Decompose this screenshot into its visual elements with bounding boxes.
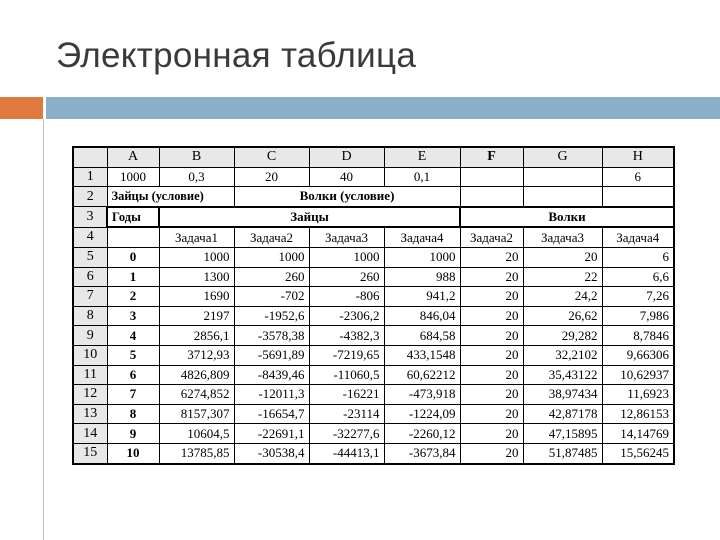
year-cell[interactable]: 2 bbox=[107, 287, 159, 307]
table-cell[interactable]: 38,97434 bbox=[523, 385, 602, 405]
table-cell[interactable]: 2197 bbox=[159, 306, 234, 326]
row-number[interactable]: 1 bbox=[73, 167, 107, 187]
table-cell[interactable]: 29,282 bbox=[523, 326, 602, 346]
table-row bbox=[73, 287, 674, 307]
spreadsheet-table bbox=[72, 146, 675, 465]
table-cell[interactable]: 24,2 bbox=[523, 287, 602, 307]
cell[interactable]: 20 bbox=[234, 167, 309, 187]
cell[interactable] bbox=[460, 167, 523, 187]
year-cell[interactable]: 0 bbox=[107, 247, 159, 267]
table-cell[interactable]: 9,66306 bbox=[602, 345, 674, 365]
table-cell[interactable]: 32,2102 bbox=[523, 345, 602, 365]
table-cell[interactable]: -2260,12 bbox=[384, 424, 460, 444]
table-cell[interactable]: 1300 bbox=[159, 267, 234, 287]
table-cell[interactable]: 4826,809 bbox=[159, 365, 234, 385]
table-row bbox=[73, 326, 674, 346]
table-row bbox=[73, 365, 674, 385]
table-cell[interactable]: -4382,3 bbox=[309, 326, 384, 346]
table-cell[interactable]: 8,7846 bbox=[602, 326, 674, 346]
row-number[interactable]: 14 bbox=[73, 424, 107, 444]
table-cell[interactable]: 51,87485 bbox=[523, 443, 602, 463]
cell[interactable] bbox=[523, 167, 602, 187]
table-row bbox=[73, 247, 674, 267]
task-header[interactable]: Задача2 bbox=[460, 227, 523, 247]
sheet-row-1 bbox=[73, 167, 674, 187]
table-cell[interactable]: 2856,1 bbox=[159, 326, 234, 346]
year-cell[interactable]: 1 bbox=[107, 267, 159, 287]
row-number[interactable]: 4 bbox=[73, 227, 107, 247]
table-row bbox=[73, 404, 674, 424]
table-cell[interactable]: 15,56245 bbox=[602, 443, 674, 463]
column-header-g[interactable]: G bbox=[523, 147, 602, 167]
table-cell[interactable]: -806 bbox=[309, 287, 384, 307]
row-number[interactable]: 8 bbox=[73, 306, 107, 326]
table-cell[interactable]: -11060,5 bbox=[309, 365, 384, 385]
table-cell[interactable]: -7219,65 bbox=[309, 345, 384, 365]
table-cell[interactable]: 1000 bbox=[309, 247, 384, 267]
table-cell[interactable]: 10,62937 bbox=[602, 365, 674, 385]
sheet-row-4 bbox=[73, 227, 674, 247]
table-cell[interactable]: 20 bbox=[460, 424, 523, 444]
table-cell[interactable]: 260 bbox=[309, 267, 384, 287]
row-number[interactable]: 11 bbox=[73, 365, 107, 385]
task-header[interactable]: Задача4 bbox=[602, 227, 674, 247]
year-cell[interactable]: 9 bbox=[107, 424, 159, 444]
table-cell[interactable]: -22691,1 bbox=[234, 424, 309, 444]
table-cell[interactable]: 941,2 bbox=[384, 287, 460, 307]
wolves-condition-label[interactable]: Волки (условие) bbox=[234, 187, 460, 207]
cell[interactable]: 1000 bbox=[107, 167, 159, 187]
table-cell[interactable]: 26,62 bbox=[523, 306, 602, 326]
sheet-row-2 bbox=[73, 187, 674, 207]
column-header-row bbox=[73, 147, 674, 167]
table-cell[interactable]: 20 bbox=[460, 247, 523, 267]
hares-section-label[interactable]: Зайцы bbox=[159, 207, 460, 228]
row-number[interactable]: 6 bbox=[73, 267, 107, 287]
year-cell[interactable]: 6 bbox=[107, 365, 159, 385]
cell[interactable] bbox=[107, 227, 159, 247]
row-number[interactable]: 9 bbox=[73, 326, 107, 346]
table-cell[interactable]: 988 bbox=[384, 267, 460, 287]
table-cell[interactable]: 3712,93 bbox=[159, 345, 234, 365]
year-cell[interactable]: 7 bbox=[107, 385, 159, 405]
table-cell[interactable]: 11,6923 bbox=[602, 385, 674, 405]
task-header[interactable]: Задача3 bbox=[523, 227, 602, 247]
table-cell[interactable]: 20 bbox=[460, 365, 523, 385]
table-cell[interactable]: -5691,89 bbox=[234, 345, 309, 365]
table-cell[interactable]: 20 bbox=[523, 247, 602, 267]
table-row bbox=[73, 306, 674, 326]
table-cell[interactable]: -1952,6 bbox=[234, 306, 309, 326]
row-number[interactable]: 5 bbox=[73, 247, 107, 267]
table-cell[interactable]: 35,43122 bbox=[523, 365, 602, 385]
table-cell[interactable]: 13785,85 bbox=[159, 443, 234, 463]
column-header-f[interactable]: F bbox=[460, 147, 523, 167]
cell[interactable]: 0,3 bbox=[159, 167, 234, 187]
column-header-h[interactable]: H bbox=[602, 147, 674, 167]
row-number[interactable]: 15 bbox=[73, 443, 107, 463]
table-cell[interactable]: 6274,852 bbox=[159, 385, 234, 405]
table-cell[interactable]: 6 bbox=[602, 247, 674, 267]
table-cell[interactable]: 20 bbox=[460, 345, 523, 365]
table-cell[interactable]: -1224,09 bbox=[384, 404, 460, 424]
table-cell[interactable]: 20 bbox=[460, 306, 523, 326]
table-cell[interactable]: -702 bbox=[234, 287, 309, 307]
table-cell[interactable]: 6,6 bbox=[602, 267, 674, 287]
table-cell[interactable]: -3673,84 bbox=[384, 443, 460, 463]
table-cell[interactable]: 846,04 bbox=[384, 306, 460, 326]
sheet-row-3 bbox=[73, 207, 674, 228]
column-header-a[interactable]: A bbox=[107, 147, 159, 167]
corner-cell bbox=[73, 147, 107, 167]
row-number[interactable]: 10 bbox=[73, 345, 107, 365]
table-cell[interactable]: 1000 bbox=[159, 247, 234, 267]
table-cell[interactable]: 1000 bbox=[234, 247, 309, 267]
table-cell[interactable]: 14,14769 bbox=[602, 424, 674, 444]
cell[interactable]: 6 bbox=[602, 167, 674, 187]
table-cell[interactable]: 20 bbox=[460, 385, 523, 405]
left-divider bbox=[43, 119, 44, 540]
row-number[interactable]: 3 bbox=[73, 207, 107, 228]
hares-condition-label[interactable]: Зайцы (условие) bbox=[107, 187, 234, 207]
table-cell[interactable]: 20 bbox=[460, 267, 523, 287]
cell[interactable]: 40 bbox=[309, 167, 384, 187]
table-cell[interactable]: 42,87178 bbox=[523, 404, 602, 424]
wolves-section-label[interactable]: Волки bbox=[460, 207, 674, 228]
column-header-e[interactable]: E bbox=[384, 147, 460, 167]
table-row bbox=[73, 267, 674, 287]
row-number[interactable]: 7 bbox=[73, 287, 107, 307]
year-cell[interactable]: 5 bbox=[107, 345, 159, 365]
year-cell[interactable]: 10 bbox=[107, 443, 159, 463]
table-cell[interactable]: -8439,46 bbox=[234, 365, 309, 385]
table-cell[interactable]: 20 bbox=[460, 287, 523, 307]
table-cell[interactable]: 47,15895 bbox=[523, 424, 602, 444]
year-cell[interactable]: 4 bbox=[107, 326, 159, 346]
task-header[interactable]: Задача1 bbox=[159, 227, 234, 247]
task-header[interactable]: Задача4 bbox=[384, 227, 460, 247]
table-cell[interactable]: 260 bbox=[234, 267, 309, 287]
year-cell[interactable]: 8 bbox=[107, 404, 159, 424]
table-cell[interactable]: -2306,2 bbox=[309, 306, 384, 326]
table-cell[interactable]: 22 bbox=[523, 267, 602, 287]
table-cell[interactable]: -44413,1 bbox=[309, 443, 384, 463]
table-cell[interactable]: 10604,5 bbox=[159, 424, 234, 444]
table-row bbox=[73, 424, 674, 444]
table-cell[interactable]: 8157,307 bbox=[159, 404, 234, 424]
accent-bar bbox=[0, 97, 43, 119]
table-cell[interactable]: -16654,7 bbox=[234, 404, 309, 424]
table-cell[interactable]: 7,986 bbox=[602, 306, 674, 326]
table-row bbox=[73, 345, 674, 365]
table-cell[interactable]: 60,62212 bbox=[384, 365, 460, 385]
cell[interactable] bbox=[523, 187, 602, 207]
table-row bbox=[73, 443, 674, 463]
cell[interactable] bbox=[602, 187, 674, 207]
table-cell[interactable]: 20 bbox=[460, 326, 523, 346]
header-rule bbox=[46, 97, 720, 119]
table-cell[interactable]: 7,26 bbox=[602, 287, 674, 307]
table-cell[interactable]: 20 bbox=[460, 404, 523, 424]
cell[interactable] bbox=[460, 187, 523, 207]
task-header[interactable]: Задача3 bbox=[309, 227, 384, 247]
column-header-d[interactable]: D bbox=[309, 147, 384, 167]
table-cell[interactable]: -3578,38 bbox=[234, 326, 309, 346]
years-label[interactable]: Годы bbox=[107, 207, 159, 228]
year-cell[interactable]: 3 bbox=[107, 306, 159, 326]
table-cell[interactable]: -16221 bbox=[309, 385, 384, 405]
table-cell[interactable]: 433,1548 bbox=[384, 345, 460, 365]
table-cell[interactable]: 1690 bbox=[159, 287, 234, 307]
row-number[interactable]: 2 bbox=[73, 187, 107, 207]
table-cell[interactable]: 1000 bbox=[384, 247, 460, 267]
cell[interactable]: 0,1 bbox=[384, 167, 460, 187]
table-cell[interactable]: -30538,4 bbox=[234, 443, 309, 463]
table-cell[interactable]: 12,86153 bbox=[602, 404, 674, 424]
table-cell[interactable]: -23114 bbox=[309, 404, 384, 424]
table-cell[interactable]: -473,918 bbox=[384, 385, 460, 405]
row-number[interactable]: 13 bbox=[73, 404, 107, 424]
table-cell[interactable]: 20 bbox=[460, 443, 523, 463]
task-header[interactable]: Задача2 bbox=[234, 227, 309, 247]
row-number[interactable]: 12 bbox=[73, 385, 107, 405]
column-header-b[interactable]: B bbox=[159, 147, 234, 167]
table-cell[interactable]: 684,58 bbox=[384, 326, 460, 346]
slide-title: Электронная таблица bbox=[56, 36, 417, 75]
table-row bbox=[73, 385, 674, 405]
table-cell[interactable]: -12011,3 bbox=[234, 385, 309, 405]
table-cell[interactable]: -32277,6 bbox=[309, 424, 384, 444]
column-header-c[interactable]: C bbox=[234, 147, 309, 167]
